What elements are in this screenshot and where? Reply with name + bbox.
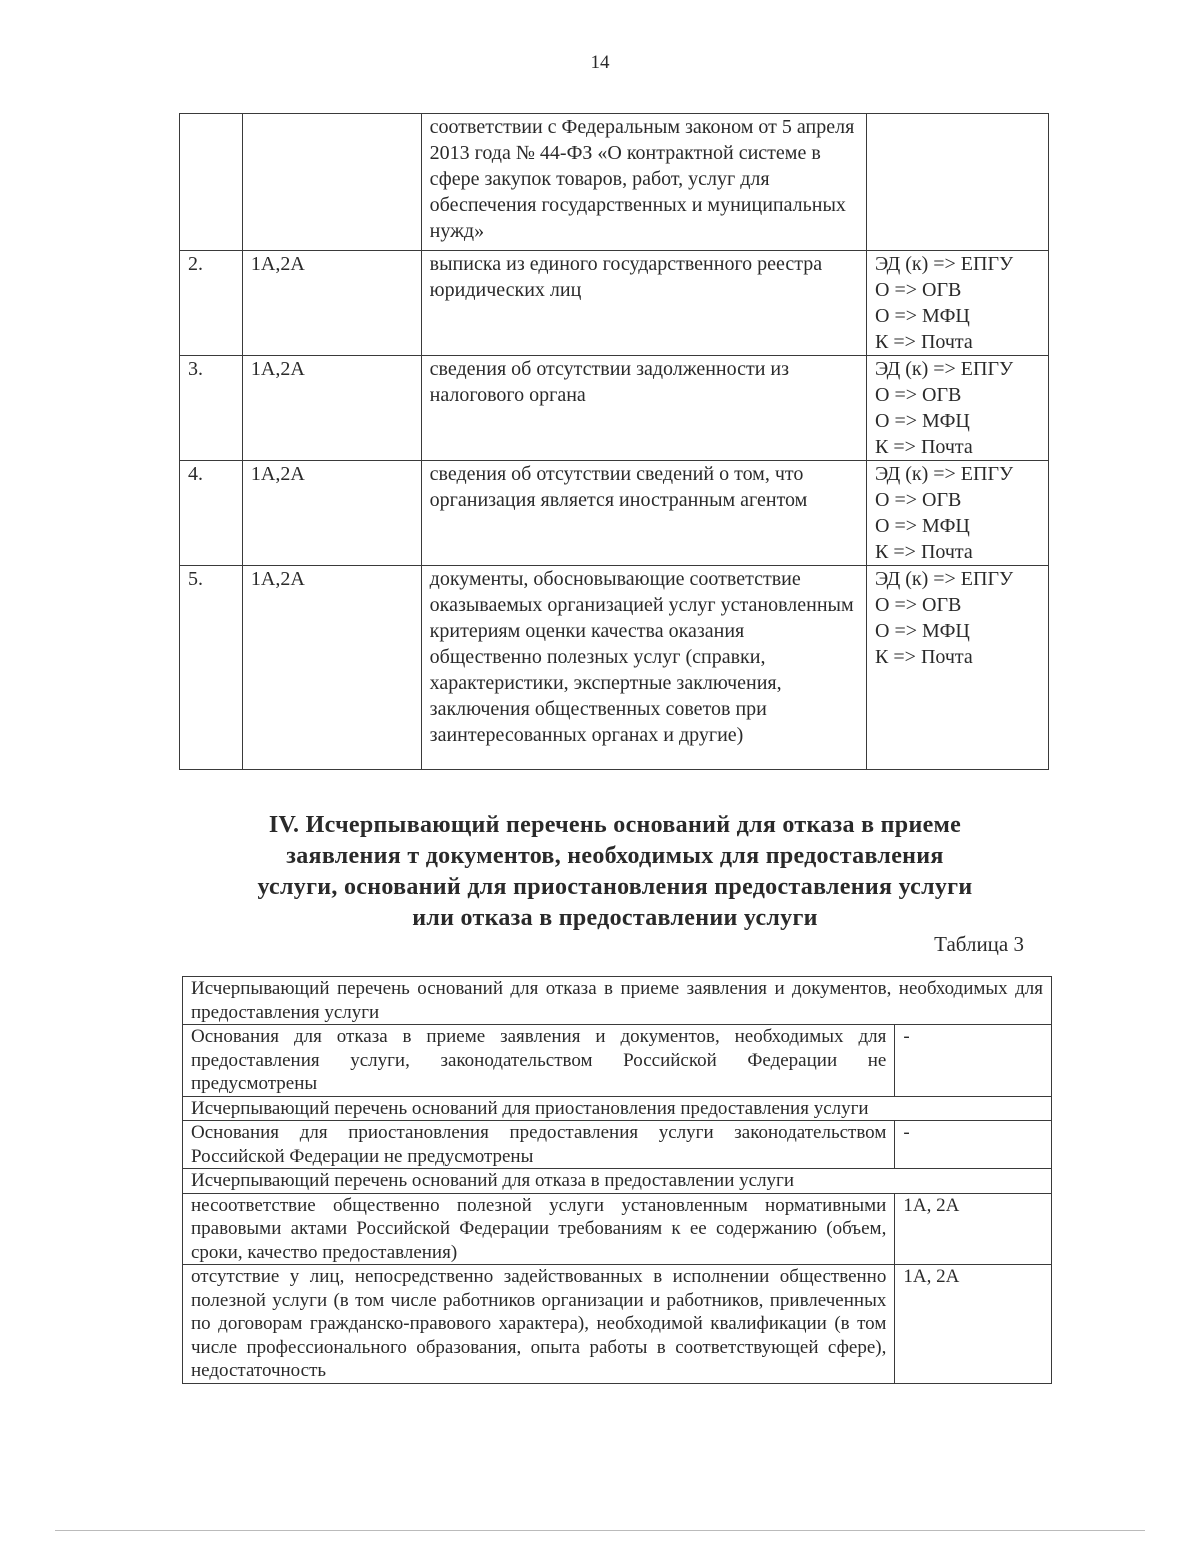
table-row	[180, 251, 1049, 356]
table-row	[183, 1025, 1052, 1097]
row-document: сведения об отсутствии задолженности из налогового органа	[421, 356, 866, 461]
method-line: О => МФЦ	[875, 620, 970, 642]
method-line: О => ОГВ	[875, 594, 962, 616]
ground-text: отсутствие у лиц, непосредственно задействованных в исполнении общественно полезной услуги (в том числе работников организации и работников, привлеченных по договорам гражданско-правового характера), необходимой квалификации (в том числе профессионального образования, опыта работы в соответствующей сфере), недостаточность	[183, 1265, 895, 1384]
row-methods	[867, 356, 1049, 461]
row-code: 1А,2А	[242, 566, 421, 770]
refusal-grounds-table	[182, 976, 1052, 1384]
ground-code: -	[895, 1025, 1052, 1097]
method-line: К => Почта	[875, 331, 973, 353]
row-code: 1А,2А	[242, 461, 421, 566]
section-title-line: IV. Исчерпывающий перечень оснований для отказа в приеме	[268, 812, 962, 838]
row-number: 3.	[180, 356, 243, 461]
section-title-line: или отказа в предоставлении услуги	[412, 905, 818, 931]
table-row	[183, 1193, 1052, 1265]
row-methods	[867, 251, 1049, 356]
row-code: 1А,2А	[242, 251, 421, 356]
page-number: 14	[590, 52, 610, 73]
section-title-line: услуги, оснований для приостановления предоставления услуги	[257, 874, 973, 900]
ground-code: 1А, 2А	[895, 1193, 1052, 1265]
method-line: О => ОГВ	[875, 384, 962, 406]
row-number: 2.	[180, 251, 243, 356]
method-line: О => МФЦ	[875, 305, 970, 327]
table-section-header: Исчерпывающий перечень оснований для отказа в приеме заявления и документов, необходимых для предоставления услуги	[183, 977, 1052, 1025]
method-line: О => МФЦ	[875, 410, 970, 432]
method-line: К => Почта	[875, 646, 973, 668]
method-line: К => Почта	[875, 436, 973, 458]
row-document: выписка из единого государственного реестра юридических лиц	[421, 251, 866, 356]
row-number	[180, 114, 243, 251]
table-row	[180, 356, 1049, 461]
method-line: О => ОГВ	[875, 489, 962, 511]
scan-edge-line	[55, 1530, 1145, 1531]
table-row	[180, 114, 1049, 251]
table-section-header-row	[183, 1096, 1052, 1121]
method-line: ЭД (к) => ЕПГУ	[875, 358, 1014, 380]
ground-text: Основания для отказа в приеме заявления и документов, необходимых для предоставления услуги, законодательством Российской Федерации не предусмотрены	[183, 1025, 895, 1097]
method-line: О => ОГВ	[875, 279, 962, 301]
ground-text: несоответствие общественно полезной услуги установленным нормативными правовыми актами Российской Федерации требованиям к ее содержанию (объем, сроки, качество предоставления)	[183, 1193, 895, 1265]
ground-text: Основания для приостановления предоставления услуги законодательством Российской Федерации не предусмотрены	[183, 1121, 895, 1169]
ground-code: 1А, 2А	[895, 1265, 1052, 1384]
method-line: ЭД (к) => ЕПГУ	[875, 463, 1014, 485]
method-line: О => МФЦ	[875, 515, 970, 537]
row-number: 5.	[180, 566, 243, 770]
row-code	[242, 114, 421, 251]
table-row	[180, 461, 1049, 566]
method-line: ЭД (к) => ЕПГУ	[875, 568, 1014, 590]
table-section-header-row	[183, 977, 1052, 1025]
row-document: соответствии с Федеральным законом от 5 апреля 2013 года № 44-ФЗ «О контрактной системе в сфере закупок товаров, работ, услуг для обеспечения государственных и муниципальных нужд»	[421, 114, 866, 251]
documents-table-continued	[179, 113, 1049, 770]
table-section-header: Исчерпывающий перечень оснований для приостановления предоставления услуги	[183, 1096, 1052, 1121]
row-document: документы, обосновывающие соответствие оказываемых организацией услуг установленным критериям оценки качества оказания общественно полезных услуг (справки, характеристики, экспертные заключения, заключения общественных советов при заинтересованных органах и другие)	[421, 566, 866, 770]
row-document: сведения об отсутствии сведений о том, что организация является иностранным агентом	[421, 461, 866, 566]
row-methods	[867, 461, 1049, 566]
method-line: К => Почта	[875, 541, 973, 563]
table-section-header: Исчерпывающий перечень оснований для отказа в предоставлении услуги	[183, 1169, 1052, 1194]
table-section-header-row	[183, 1169, 1052, 1194]
row-code: 1А,2А	[242, 356, 421, 461]
section-title	[180, 810, 1050, 934]
section-title-line: заявления т документов, необходимых для предоставления	[286, 843, 944, 869]
table-row	[183, 1121, 1052, 1169]
table-caption: Таблица 3	[934, 932, 1024, 956]
table-row	[183, 1265, 1052, 1384]
row-methods	[867, 566, 1049, 770]
ground-code: -	[895, 1121, 1052, 1169]
row-number: 4.	[180, 461, 243, 566]
row-methods	[867, 114, 1049, 251]
method-line: ЭД (к) => ЕПГУ	[875, 253, 1014, 275]
table-row	[180, 566, 1049, 770]
